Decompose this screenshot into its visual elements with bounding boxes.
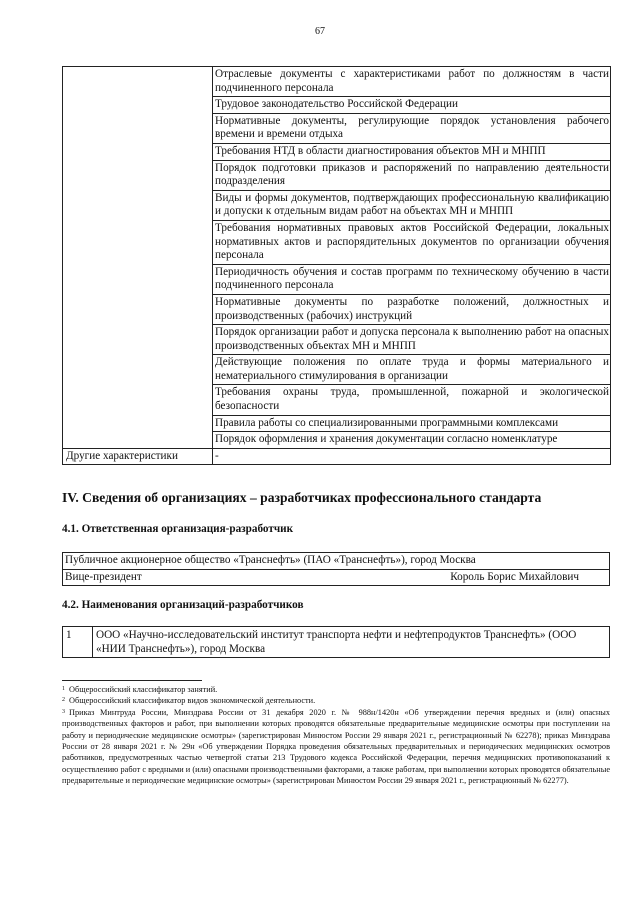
table-row [63, 627, 610, 658]
subsection-title-responsible: 4.1. Ответственная организация-разработчик [62, 523, 294, 535]
required-knowledge-table [62, 66, 611, 465]
page-number: 67 [315, 26, 325, 37]
subsection-title-developers: 4.2. Наименования организаций-разработчиков [62, 599, 304, 611]
signatory-name: Король Борис Михайлович [450, 570, 579, 583]
table-row [63, 448, 611, 465]
footnote [62, 695, 610, 706]
footnote-text: Приказ Минтруда России, Минздрава России от 31 декабря 2020 г. № 988н/1420н «Об утверждении перечня вредных и (или) опасных производственных факторов и работ, при выполнении которых проводятся обязательные предварительные медицинские осмотры при поступлении на работу и периодические медицинские осмотры» (зарегистрирован Минюстом России 29 января 2021 г., регистрационный № 62278); приказ Минздрава России от 28 января 2021 г. № 29н «Об утверждении Порядка проведения обязательных предварительных и периодических медицинских осмотров работников, предусмотренных частью четвертой статьи 213 Трудового кодекса Российской Федерации, перечня медицинских противопоказаний к осуществлению работ с вредными и (или) опасными производственными факторами, а также работам, при выполнении которых проводятся обязательные предварительные и периодические медицинские осмотры» (зарегистрирован Минюстом России 29 января 2021 г., регистрационный № 62277). [62, 707, 610, 786]
footnote-text: Общероссийский классификатор видов экономической деятельности. [69, 696, 316, 706]
other-characteristics-label: Другие характеристики [63, 448, 213, 465]
footnotes [62, 684, 610, 787]
knowledge-item: Нормативные документы, регулирующие порядок установления рабочего времени и времени отдыха [213, 113, 611, 143]
footnote-mark: 1 [62, 686, 65, 692]
knowledge-item: Требования НТД в области диагностирования объектов МН и МНПП [213, 143, 611, 160]
footnote-mark: 2 [62, 697, 65, 704]
footnote [62, 684, 610, 695]
knowledge-item: Отраслевые документы с характеристиками работ по должностям в части подчиненного персонала [213, 67, 611, 97]
table-row [63, 67, 611, 97]
developer-organizations-table [62, 626, 610, 658]
footnote-text: Общероссийский классификатор занятий. [69, 685, 218, 694]
responsible-organization-table [62, 552, 610, 586]
knowledge-item: Порядок организации работ и допуска персонала к выполнению работ на опасных производственных объектах МН и МНПП [213, 325, 611, 355]
developer-number: 1 [63, 627, 93, 658]
footnote-separator [62, 680, 202, 681]
section-title: IV. Сведения об организациях – разработчиках профессионального стандарта [62, 490, 542, 505]
knowledge-item: Порядок подготовки приказов и распоряжений по направлению деятельности подразделения [213, 160, 611, 190]
signatory-cell [63, 569, 610, 586]
row-label-empty [63, 67, 213, 449]
knowledge-item: Требования охраны труда, промышленной, пожарной и экологической безопасности [213, 385, 611, 415]
table-row [63, 553, 610, 570]
knowledge-item: Виды и формы документов, подтверждающих профессиональную квалификацию и допуски к отдельным видам работ на объектах МН и МНПП [213, 190, 611, 220]
knowledge-item: Правила работы со специализированными программными комплексами [213, 415, 611, 432]
knowledge-item: Периодичность обучения и состав программ по техническому обучению в части подчиненного персонала [213, 264, 611, 294]
knowledge-item: Действующие положения по оплате труда и формы материального и нематериального стимулирования в организации [213, 355, 611, 385]
organization-name: Публичное акционерное общество «Транснефть» (ПАО «Транснефть»), город Москва [63, 553, 610, 570]
developer-name: ООО «Научно-исследовательский институт транспорта нефти и нефтепродуктов Транснефть» (ООО «НИИ Транснефть»), город Москва [93, 627, 610, 658]
position-title: Вице-президент [65, 570, 142, 583]
knowledge-item: Нормативные документы по разработке положений, должностных и производственных (рабочих) инструкций [213, 294, 611, 324]
table-row [63, 569, 610, 586]
knowledge-item: Порядок оформления и хранения документации согласно номенклатуре [213, 432, 611, 449]
other-characteristics-value: - [213, 448, 611, 465]
knowledge-item: Трудовое законодательство Российской Федерации [213, 97, 611, 114]
footnote-mark: 3 [62, 708, 65, 715]
footnote [62, 707, 610, 787]
knowledge-item: Требования нормативных правовых актов Российской Федерации, локальных нормативных актов и распорядительных документов по организации обучения персонала [213, 220, 611, 264]
